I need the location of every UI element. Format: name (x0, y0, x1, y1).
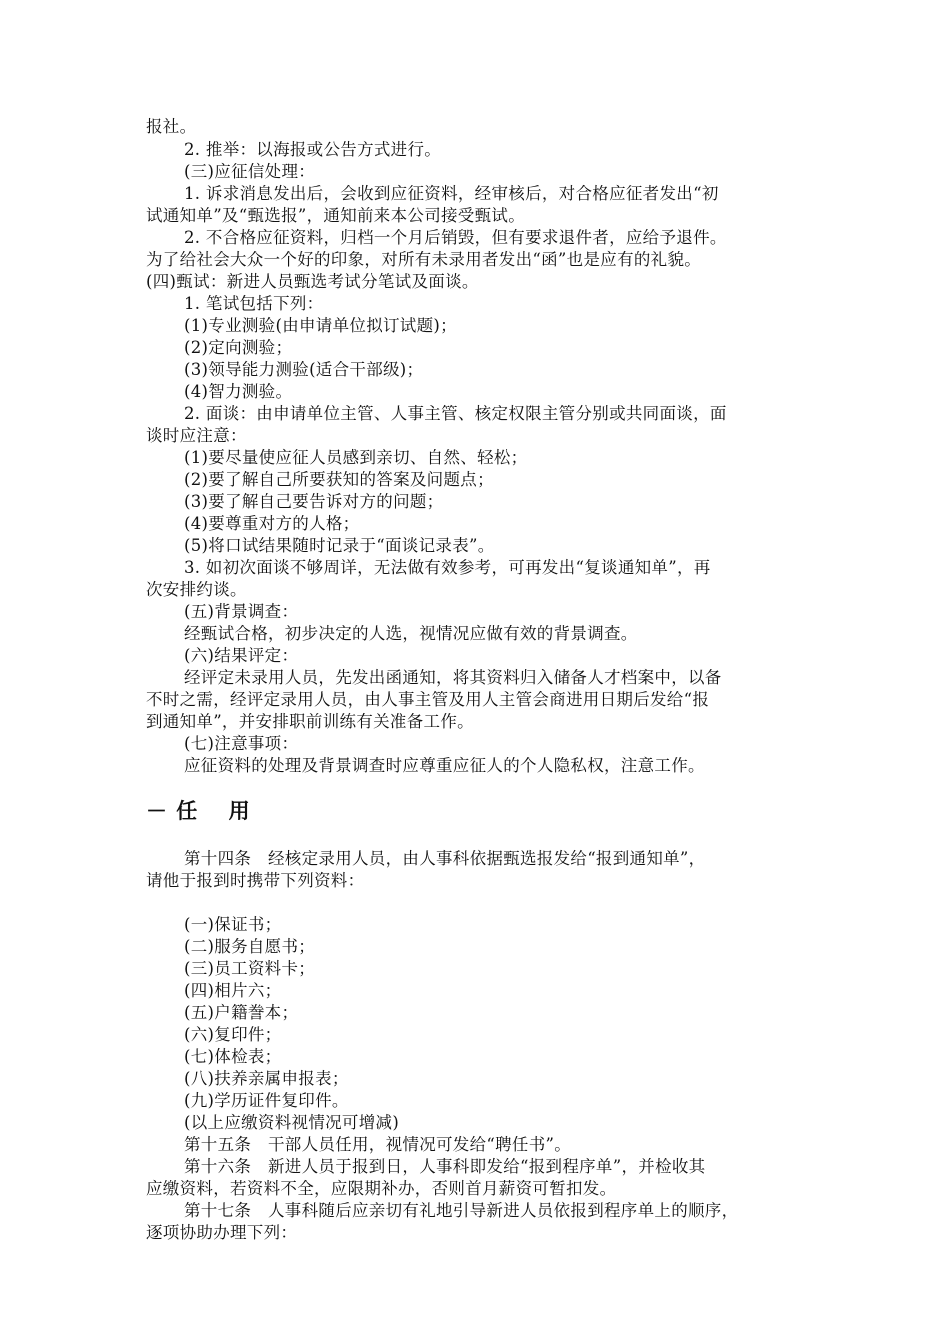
text-line: 到通知单”，并安排职前训练有关准备工作。 (146, 712, 474, 731)
text-line: 应征资料的处理及背景调查时应尊重应征人的个人隐私权，注意工作。 (184, 756, 705, 775)
text-line: 1. 笔试包括下列： (184, 294, 324, 313)
section-heading-6: (六)结果评定： (184, 646, 299, 665)
article-16: 第十六条 新进人员于报到日，人事科即发给“报到程序单”，并检收其 (184, 1157, 706, 1176)
text-line: 3. 如初次面谈不够周详，无法做有效参考，可再发出“复谈通知单”，再 (184, 558, 711, 577)
text-line: 报社。 (146, 117, 197, 136)
section-heading-5: (五)背景调查： (184, 602, 299, 621)
list-item: (3)要了解自己要告诉对方的问题； (184, 492, 444, 511)
list-item: (4)智力测验。 (184, 382, 293, 401)
article-14: 第十四条 经核定录用人员，由人事科依据甄选报发给“报到通知单”， (184, 849, 706, 868)
list-item: (四)相片六； (184, 981, 282, 1000)
list-item: (1)要尽量使应征人员感到亲切、自然、轻松； (184, 448, 528, 467)
text-line: 次安排约谈。 (146, 580, 247, 599)
section-heading-3: (三)应征信处理： (184, 162, 316, 181)
chapter-heading: － 任 用 (146, 799, 251, 823)
text-line: (以上应缴资料视情况可增减) (184, 1113, 400, 1132)
list-item: (一)保证书； (184, 915, 282, 934)
list-item: (六)复印件； (184, 1025, 282, 1044)
list-item: (二)服务自愿书； (184, 937, 316, 956)
list-item: (2)要了解自己所要获知的答案及问题点； (184, 470, 494, 489)
text-line: 试通知单”及“甄选报”，通知前来本公司接受甄试。 (146, 206, 526, 225)
list-item: (三)员工资料卡； (184, 959, 316, 978)
list-item: (1)专业测验(由申请单位拟订试题)； (184, 316, 457, 335)
text-line: 不时之需，经评定录用人员，由人事主管及用人主管会商进用日期后发给“报 (146, 690, 710, 709)
text-line: 谈时应注意： (146, 426, 247, 445)
article-15: 第十五条 干部人员任用，视情况可发给“聘任书”。 (184, 1135, 572, 1154)
text-line: 2. 推举：以海报或公告方式进行。 (184, 140, 442, 159)
text-line: 应缴资料，若资料不全，应限期补办，否则首月薪资可暂扣发。 (146, 1179, 617, 1198)
list-item: (3)领导能力测验(适合干部级)； (184, 360, 424, 379)
text-line: 2. 不合格应征资料，归档一个月后销毁，但有要求退件者，应给予退件。 (184, 228, 727, 247)
list-item: (五)户籍誊本； (184, 1003, 299, 1022)
text-line: 经评定未录用人员，先发出函通知，将其资料归入储备人才档案中，以备 (184, 668, 722, 687)
text-line: 为了给社会大众一个好的印象，对所有未录用者发出“函”也是应有的礼貌。 (146, 250, 702, 269)
list-item: (2)定向测验； (184, 338, 293, 357)
text-line: 经甄试合格，初步决定的人选，视情况应做有效的背景调查。 (184, 624, 638, 643)
list-item: (4)要尊重对方的人格； (184, 514, 360, 533)
list-item: (5)将口试结果随时记录于“面谈记录表”。 (184, 536, 495, 555)
section-heading-4: (四)甄试：新进人员甄选考试分笔试及面谈。 (146, 272, 479, 291)
text-line: 请他于报到时携带下列资料： (146, 871, 365, 890)
text-line: 1. 诉求消息发出后，会收到应征资料，经审核后，对合格应征者发出“初 (184, 184, 719, 203)
section-heading-7: (七)注意事项： (184, 734, 299, 753)
list-item: (七)体检表； (184, 1047, 282, 1066)
article-17: 第十七条 人事科随后应亲切有礼地引导新进人员依报到程序单上的顺序， (184, 1201, 739, 1220)
text-line: 2. 面谈：由申请单位主管、人事主管、核定权限主管分别或共同面谈，面 (184, 404, 727, 423)
list-item: (九)学历证件复印件。 (184, 1091, 349, 1110)
text-line: 逐项协助办理下列： (146, 1223, 298, 1242)
list-item: (八)扶养亲属申报表； (184, 1069, 349, 1088)
